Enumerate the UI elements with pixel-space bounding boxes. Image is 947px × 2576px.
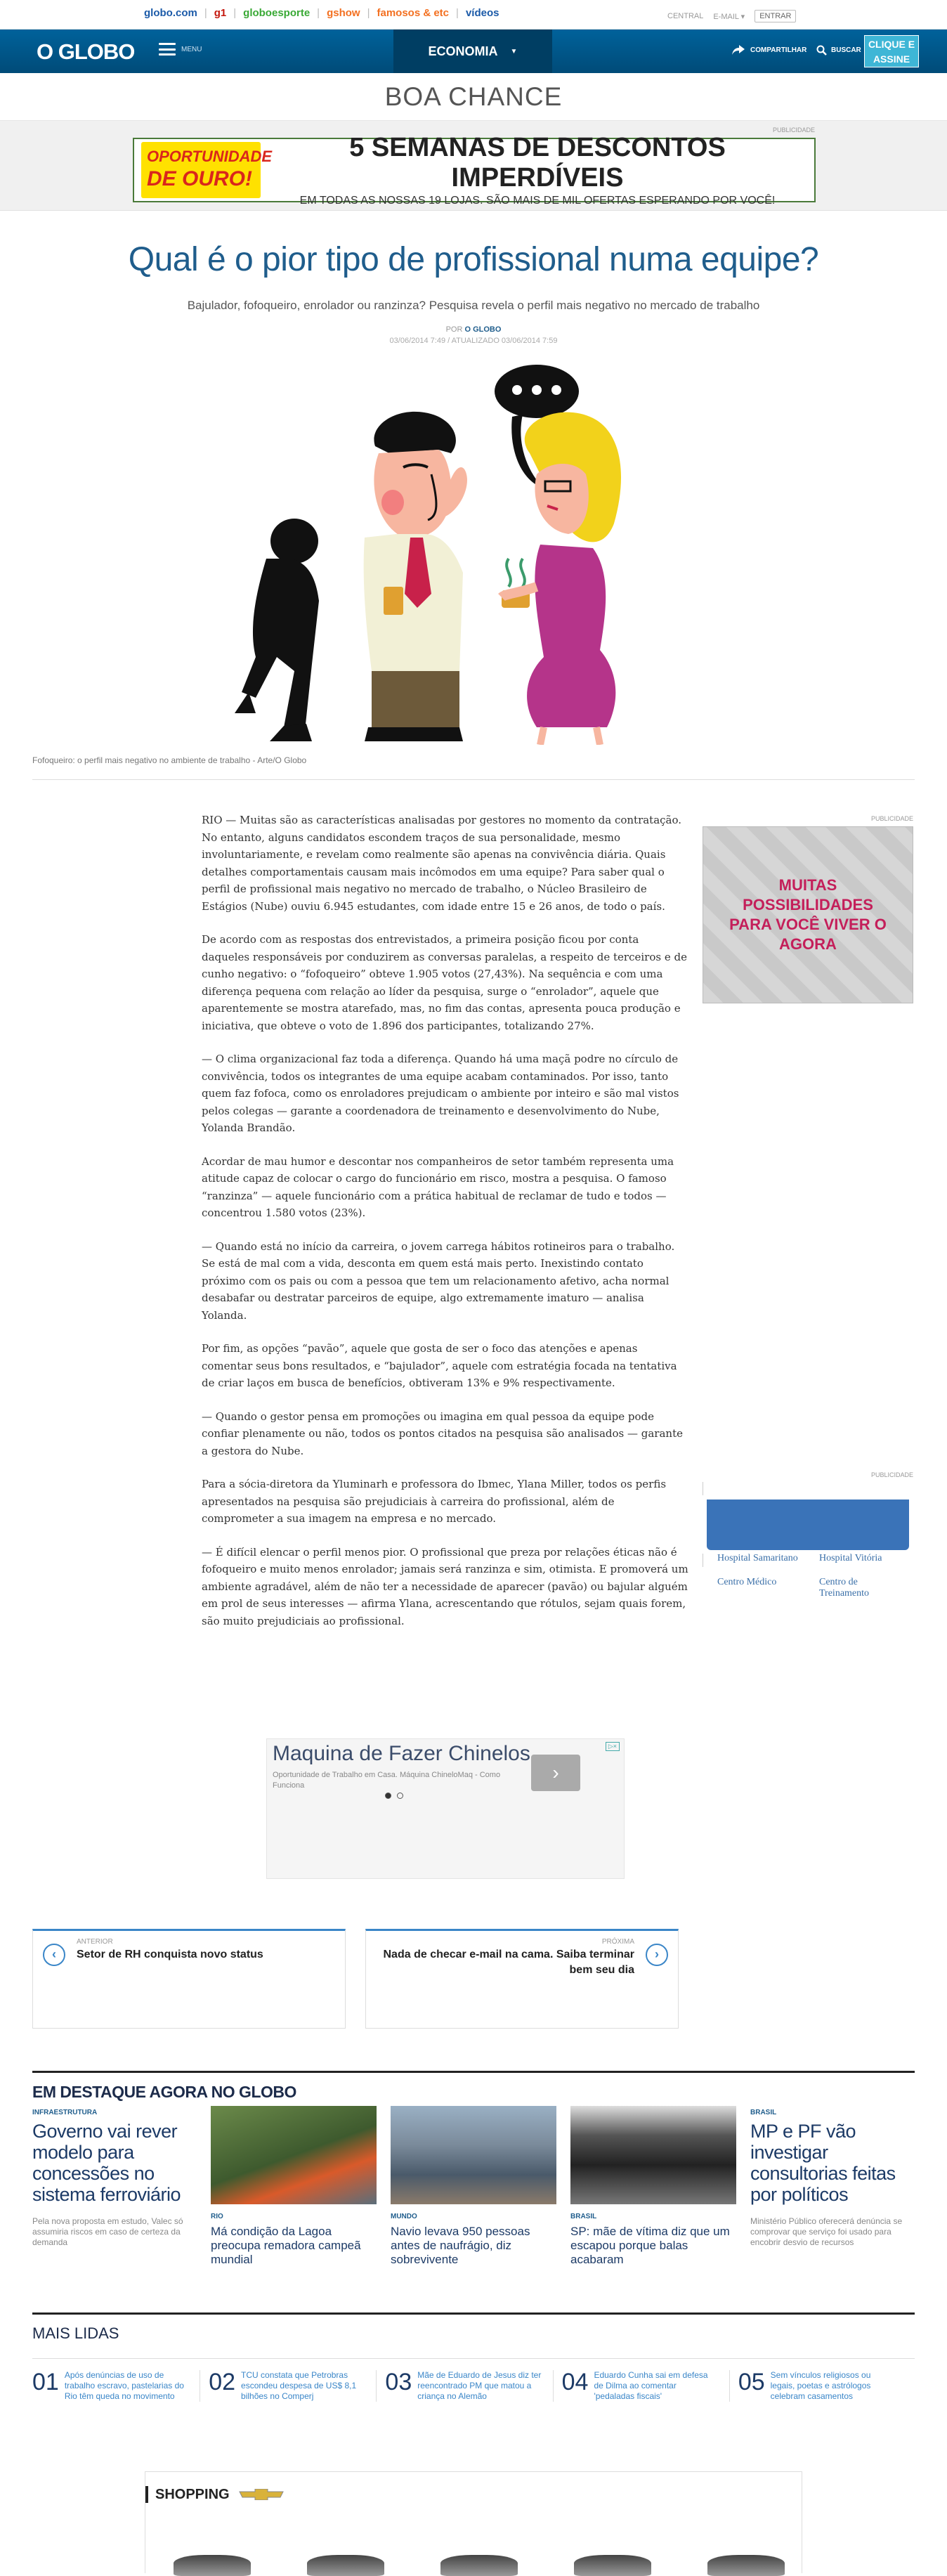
subscribe-line1: CLIQUE E <box>868 39 915 50</box>
login-button[interactable]: ENTRAR <box>755 10 796 22</box>
featured-photo[interactable] <box>391 2106 556 2204</box>
link-globo-com[interactable]: globo.com <box>144 7 197 19</box>
side-ad-1 <box>703 815 913 1003</box>
share-arrow-icon <box>732 45 745 55</box>
most-read-heading: MAIS LIDAS <box>32 2324 119 2342</box>
featured-desc: Ministério Público oferecerá denúncia se comprovar que serviço foi usado para encobrir desvio de recursos <box>750 2216 903 2247</box>
featured-title[interactable]: SP: mãe de vítima diz que um escapou porque balas acabaram <box>570 2225 730 2266</box>
previous-article[interactable] <box>32 1929 346 2029</box>
ad-headline: 5 SEMANAS DE DESCONTOS IMPERDÍVEIS <box>349 133 726 193</box>
hospital-logos <box>717 1553 900 1599</box>
most-read-title[interactable]: TCU constata que Petrobras escondeu despesa de US$ 8,1 bilhões no Comperj <box>241 2370 357 2401</box>
caret-down-icon: ▼ <box>510 47 518 56</box>
rank-number: 04 <box>561 2369 589 2395</box>
hamburger-icon <box>159 43 176 56</box>
divider <box>32 779 915 780</box>
email-label: E-MAIL <box>713 12 739 21</box>
kicker: BRASIL <box>750 2109 777 2116</box>
search-icon <box>816 45 827 56</box>
link-g1[interactable]: g1 <box>214 7 227 19</box>
prev-title: Setor de RH conquista novo status <box>77 1949 263 1960</box>
most-read-item[interactable] <box>562 2370 730 2402</box>
featured-title[interactable]: Governo vai rever modelo para concessões no sistema ferroviário <box>32 2121 181 2205</box>
paragraph: RIO — Muitas são as características analisadas por gestores no momento da contratação. No entanto, alguns candidatos escondem traços de sua personalidade, mesmo involuntariamente, e revelam como realmente são apenas na convivência diária. Quais detalhes comportamentais causam mais incômodos em uma equipe? Para saber qual o perfil de profissional mais negativo no mercado de trabalho, o Núcleo Brasileiro de Estágios (Nube) ouviu 6.945 estudantes, com idade entre 15 e 26 anos, de todo o país. <box>202 814 682 913</box>
article-title: Qual é o pior tipo de profissional numa equipe? <box>128 241 819 278</box>
oglobo-logo[interactable]: O GLOBO <box>37 39 135 64</box>
ad-subline: EM TODAS AS NOSSAS 19 LOJAS. SÃO MAIS DE MIL OFERTAS ESPERANDO POR VOCÊ! <box>299 195 776 207</box>
blog-title-bar <box>0 73 947 121</box>
section-selector[interactable] <box>393 30 552 73</box>
side-ad-2 <box>703 1471 913 1599</box>
section-marker <box>145 2486 148 2503</box>
central-link[interactable]: CENTRAL <box>667 12 704 20</box>
ad-label: PUBLICIDADE <box>870 815 913 822</box>
carousel-dots <box>385 1793 403 1799</box>
logo-vitoria: Hospital Vitória <box>819 1553 882 1563</box>
most-read-item[interactable] <box>738 2370 906 2402</box>
article-header <box>0 211 947 345</box>
ad-label: PUBLICIDADE <box>773 126 816 134</box>
chevrolet-logo-icon <box>237 2489 286 2500</box>
search-label: BUSCAR <box>831 46 861 54</box>
carousel-dot[interactable] <box>385 1793 391 1799</box>
kicker: BRASIL <box>570 2213 597 2220</box>
logo-centro-treinamento: Centro de Treinamento <box>819 1577 870 1599</box>
section-label: ECONOMIA <box>428 44 498 58</box>
rank-number: 02 <box>209 2369 236 2395</box>
native-ad[interactable] <box>266 1738 625 1879</box>
blog-title[interactable]: BOA CHANCE <box>384 82 563 111</box>
next-label: PRÓXIMA <box>601 1938 634 1946</box>
paragraph: — Quando está no início da carreira, o jovem carrega hábitos rotineiros para o trabalho. Se está de mal com a vida, desconta em quem está mais perto. Inexistindo contato próximo com os pais ou com a pessoa que tem um relacionamento afetivo, acha normal desabafar ou destratar parceiros de equipe, algo extremamente imaturo — analisa Yolanda. <box>202 1240 675 1322</box>
next-title: Nada de checar e-mail na cama. Saiba terminar bem seu dia <box>383 1949 634 1976</box>
paragraph: — Quando o gestor pensa em promoções ou imagina em qual pessoa da equipe pode confiar plenamente ou não, todos os pontos citados na pesquisa são analisados — garante a gestora do Nube. <box>202 1410 683 1457</box>
ad-brand-line1: OPORTUNIDADE <box>147 148 273 165</box>
top-ad-banner[interactable] <box>133 133 816 207</box>
shopping-header <box>145 2486 286 2503</box>
search-button[interactable] <box>816 45 861 56</box>
top-ad-area <box>0 121 947 211</box>
native-ad-title[interactable]: Maquina de Fazer Chinelos <box>273 1742 530 1765</box>
share-label: COMPARTILHAR <box>750 46 807 54</box>
byline-prefix: POR <box>445 325 463 334</box>
featured-columns <box>32 2109 915 2267</box>
featured-item[interactable] <box>211 2109 377 2267</box>
link-famosos[interactable]: famosos & etc <box>377 7 450 19</box>
rank-number: 03 <box>385 2369 412 2395</box>
kicker: RIO <box>211 2213 223 2220</box>
featured-photo[interactable] <box>211 2106 377 2204</box>
most-read-item[interactable] <box>32 2370 200 2402</box>
chevron-right-icon[interactable]: › <box>531 1755 580 1791</box>
article-illustration <box>0 362 947 755</box>
section-rule <box>32 2312 915 2315</box>
kicker: INFRAESTRUTURA <box>32 2109 98 2116</box>
featured-item[interactable] <box>570 2109 736 2267</box>
paragraph: — É difícil elencar o perfil menos pior. O profissional que preza por relações éticas não é fofoqueiro e muito menos enrolador; jamais será ranzinza e sim, otimista. E promoverá um ambiente agradável, além de não ter a necessidade de aparecer (pavão) ou bajular alguém em prol de seus interesses — afirma Ylana, acrescentando que rótulos, sejam quais forem, são muito prejudiciais ao profissional. <box>202 1545 688 1627</box>
globo-account-area <box>667 10 796 22</box>
most-read-list <box>32 2358 915 2402</box>
featured-title[interactable]: MP e PF vão investigar consultorias feitas por políticos <box>750 2121 896 2205</box>
carousel-dot[interactable] <box>397 1793 403 1799</box>
byline <box>0 325 947 334</box>
featured-section <box>32 2071 915 2267</box>
featured-item[interactable] <box>32 2109 197 2267</box>
most-read-section <box>32 2312 915 2402</box>
most-read-title[interactable]: Eduardo Cunha sai em defesa de Dilma ao comentar 'pedaladas fiscais' <box>594 2370 708 2401</box>
image-caption: Fofoqueiro: o perfil mais negativo no ambiente de trabalho - Arte/O Globo <box>32 755 307 765</box>
featured-item[interactable] <box>391 2109 556 2267</box>
menu-label: MENU <box>181 45 202 53</box>
paragraph: Por fim, as opções “pavão”, aquele que gosta de ser o foco das atenções e apenas comentar seus bons resultados, e “bajulador”, aquele com estratégia focada na tentativa de criar laços em busca de benefícios, obtiveram 13% e 9% respectivamente. <box>202 1342 677 1389</box>
shopping-section <box>145 2471 802 2573</box>
chevron-down-icon: ▾ <box>740 12 745 21</box>
chevron-right-icon: › <box>646 1944 668 1966</box>
most-read-title[interactable]: Sem vínculos religiosos ou legais, poetas e astrólogos celebram casamentos <box>770 2370 871 2401</box>
most-read-title[interactable]: Mãe de Eduardo de Jesus diz ter reencontrado PM que matou a criança no Alemão <box>417 2370 542 2401</box>
native-ad-text: Oportunidade de Trabalho em Casa. Máquina ChineloMaq - Como Funciona <box>273 1771 501 1790</box>
ad-brand-logo <box>141 142 273 198</box>
featured-heading: EM DESTAQUE AGORA NO GLOBO <box>32 2083 296 2101</box>
ad-label: PUBLICIDADE <box>870 1471 913 1478</box>
article-date: 03/06/2014 7:49 / ATUALIZADO 03/06/2014 7:59 <box>389 337 558 345</box>
most-read-item[interactable] <box>209 2370 377 2402</box>
shopping-heading: SHOPPING <box>155 2486 230 2502</box>
globo-links <box>144 7 499 19</box>
globo-top-bar <box>0 0 947 30</box>
featured-title[interactable]: Navio levava 950 pessoas antes de naufrágio, diz sobrevivente <box>391 2225 530 2266</box>
side-ad-1-line1: MUITAS POSSIBILIDADES <box>743 876 873 913</box>
separator: | <box>233 7 237 19</box>
featured-title[interactable]: Má condição da Lagoa preocupa remadora campeã mundial <box>211 2225 361 2266</box>
paragraph: Acordar de mau humor e descontar nos companheiros de setor também representa uma atitude capaz de colocar o cargo do funcionário em risco, mostra a pesquisa. O famoso “ranzinza” — aquele funcionário com a prática habitual de reclamar de tudo e todos — concentrou 1.580 votos (23%). <box>202 1154 674 1219</box>
separator: | <box>204 7 207 19</box>
separator: | <box>367 7 370 19</box>
ad-brand-line2: DE OURO! <box>147 167 252 190</box>
logo-centro-medico: Centro Médico <box>717 1577 777 1587</box>
side-ad-1-banner[interactable] <box>703 826 913 1003</box>
rank-number: 01 <box>32 2369 59 2395</box>
featured-desc: Pela nova proposta em estudo, Valec só assumiria riscos em caso de certeza da demanda <box>32 2216 183 2247</box>
article-subtitle: Bajulador, fofoqueiro, enrolador ou ranzinza? Pesquisa revela o perfil mais negativo no mercado de trabalho <box>187 299 760 312</box>
separator: | <box>456 7 459 19</box>
adchoices-icon[interactable]: ▷× <box>606 1742 620 1751</box>
subscribe-line2: ASSINE <box>873 53 910 65</box>
paragraph: De acordo com as respostas dos entrevistados, a primeira posição ficou por conta daqueles responsáveis por conduzirem as conversas paralelas, a respeito de terceiros e de cunho negativo: o “fofoqueiro” obteve 1.905 votos (27,43%). Na sequência e com uma diferença pequena com relação ao líder da pesquisa, surge o “enrolador”, aquele que aparentemente se mostra atarefado, mas, no fim das contas, apresenta pouca produção e iniciativa, que obteve o voto de 1.896 dos participantes, totalizando 27%. <box>202 933 687 1032</box>
email-link[interactable] <box>713 12 745 21</box>
share-button[interactable] <box>732 45 806 55</box>
side-ad-1-line2: PARA VOCÊ VIVER O AGORA <box>729 916 887 953</box>
link-gshow[interactable]: gshow <box>327 7 360 19</box>
featured-photo[interactable] <box>570 2106 736 2204</box>
link-videos[interactable]: vídeos <box>465 7 499 19</box>
link-globoesporte[interactable]: globoesporte <box>243 7 311 19</box>
most-read-item[interactable] <box>385 2370 553 2402</box>
author-link[interactable]: O GLOBO <box>464 325 502 334</box>
next-article[interactable] <box>365 1929 679 2029</box>
separator: | <box>317 7 320 19</box>
section-rule <box>32 2071 915 2073</box>
chevron-left-icon: ‹ <box>43 1944 65 1966</box>
gossip-illustration <box>228 362 677 745</box>
ad-header-band <box>707 1500 909 1550</box>
paragraph: Para a sócia-diretora da Yluminarh e professora do Ibmec, Ylana Miller, todos os perfis apresentados na pesquisa são prejudiciais à carreira do profissional, além de comprometer a sua imagem na empresa e no mercado. <box>202 1478 667 1525</box>
article-body <box>202 812 689 1646</box>
subscribe-button[interactable] <box>864 35 919 67</box>
menu-button[interactable] <box>159 43 202 56</box>
side-ad-2-banner[interactable] <box>703 1482 913 1599</box>
most-read-title[interactable]: Após denúncias de uso de trabalho escravo, pastelarias do Rio têm queda no movimento <box>64 2370 184 2401</box>
prev-label: ANTERIOR <box>77 1938 113 1946</box>
ad-text <box>261 133 814 207</box>
paragraph: — O clima organizacional faz toda a diferença. Quando há uma maçã podre no círculo de convivência, todos os integrantes de uma equipe acabam contaminados. Por isso, tanto quem faz fofoca, como os enroladores prejudicam o ambiente por inteiro e são mal vistos pelos colegas — garante a coordenadora de treinamento e desenvolvimento do Nube, Yolanda Brandão. <box>202 1053 679 1134</box>
featured-item[interactable] <box>750 2109 915 2267</box>
rank-number: 05 <box>738 2369 765 2395</box>
logo-samaritano: Hospital Samaritano <box>717 1553 798 1563</box>
site-header <box>0 30 947 73</box>
kicker: MUNDO <box>391 2213 417 2220</box>
